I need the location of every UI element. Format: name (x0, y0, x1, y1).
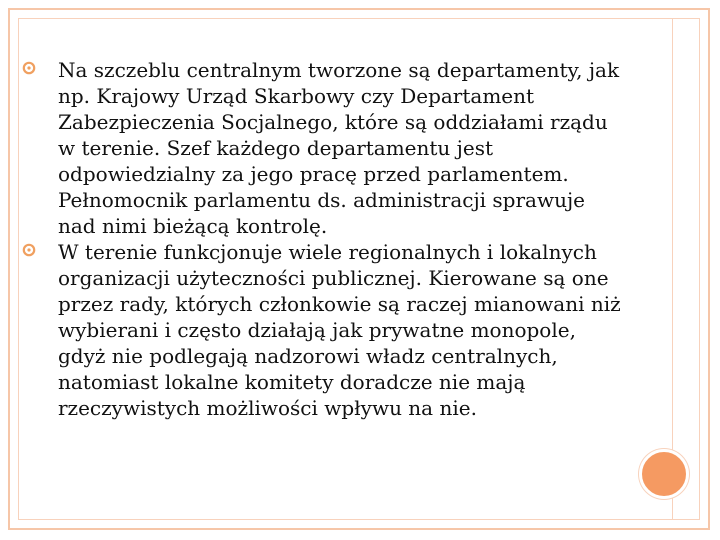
ornament-bullet-icon (22, 243, 36, 257)
ornament-bullet-icon (22, 61, 36, 75)
bullet-text: W terenie funkcjonuje wiele regionalnych i lokalnych organizacji użyteczności publicznej. Kierowane są one przez rady, których członkowie są raczej mianowani niż wybierani i często działają jak prywatne monopole, gdyż nie podlegają nadzorowi władz centralnych, natomiast lokalne komitety doradcze nie mają rzeczywistych możliwości wpływu na nie. (58, 240, 621, 420)
bullet-item-1 (22, 57, 622, 239)
bullet-item-2 (22, 239, 622, 421)
bullet-text: Na szczeblu centralnym tworzone są departamenty, jak np. Krajowy Urząd Skarbowy czy Departament Zabezpieczenia Socjalnego, które są oddziałami rządu w terenie. Szef każdego departamentu jest odpowiedzialny za jego pracę przed parlamentem. Pełnomocnik parlamentu ds. administracji sprawuje nad nimi bieżącą kontrolę. (58, 58, 620, 238)
decorative-circle (639, 449, 689, 499)
slide-content (22, 57, 622, 421)
slide-vertical-rule (672, 18, 673, 520)
